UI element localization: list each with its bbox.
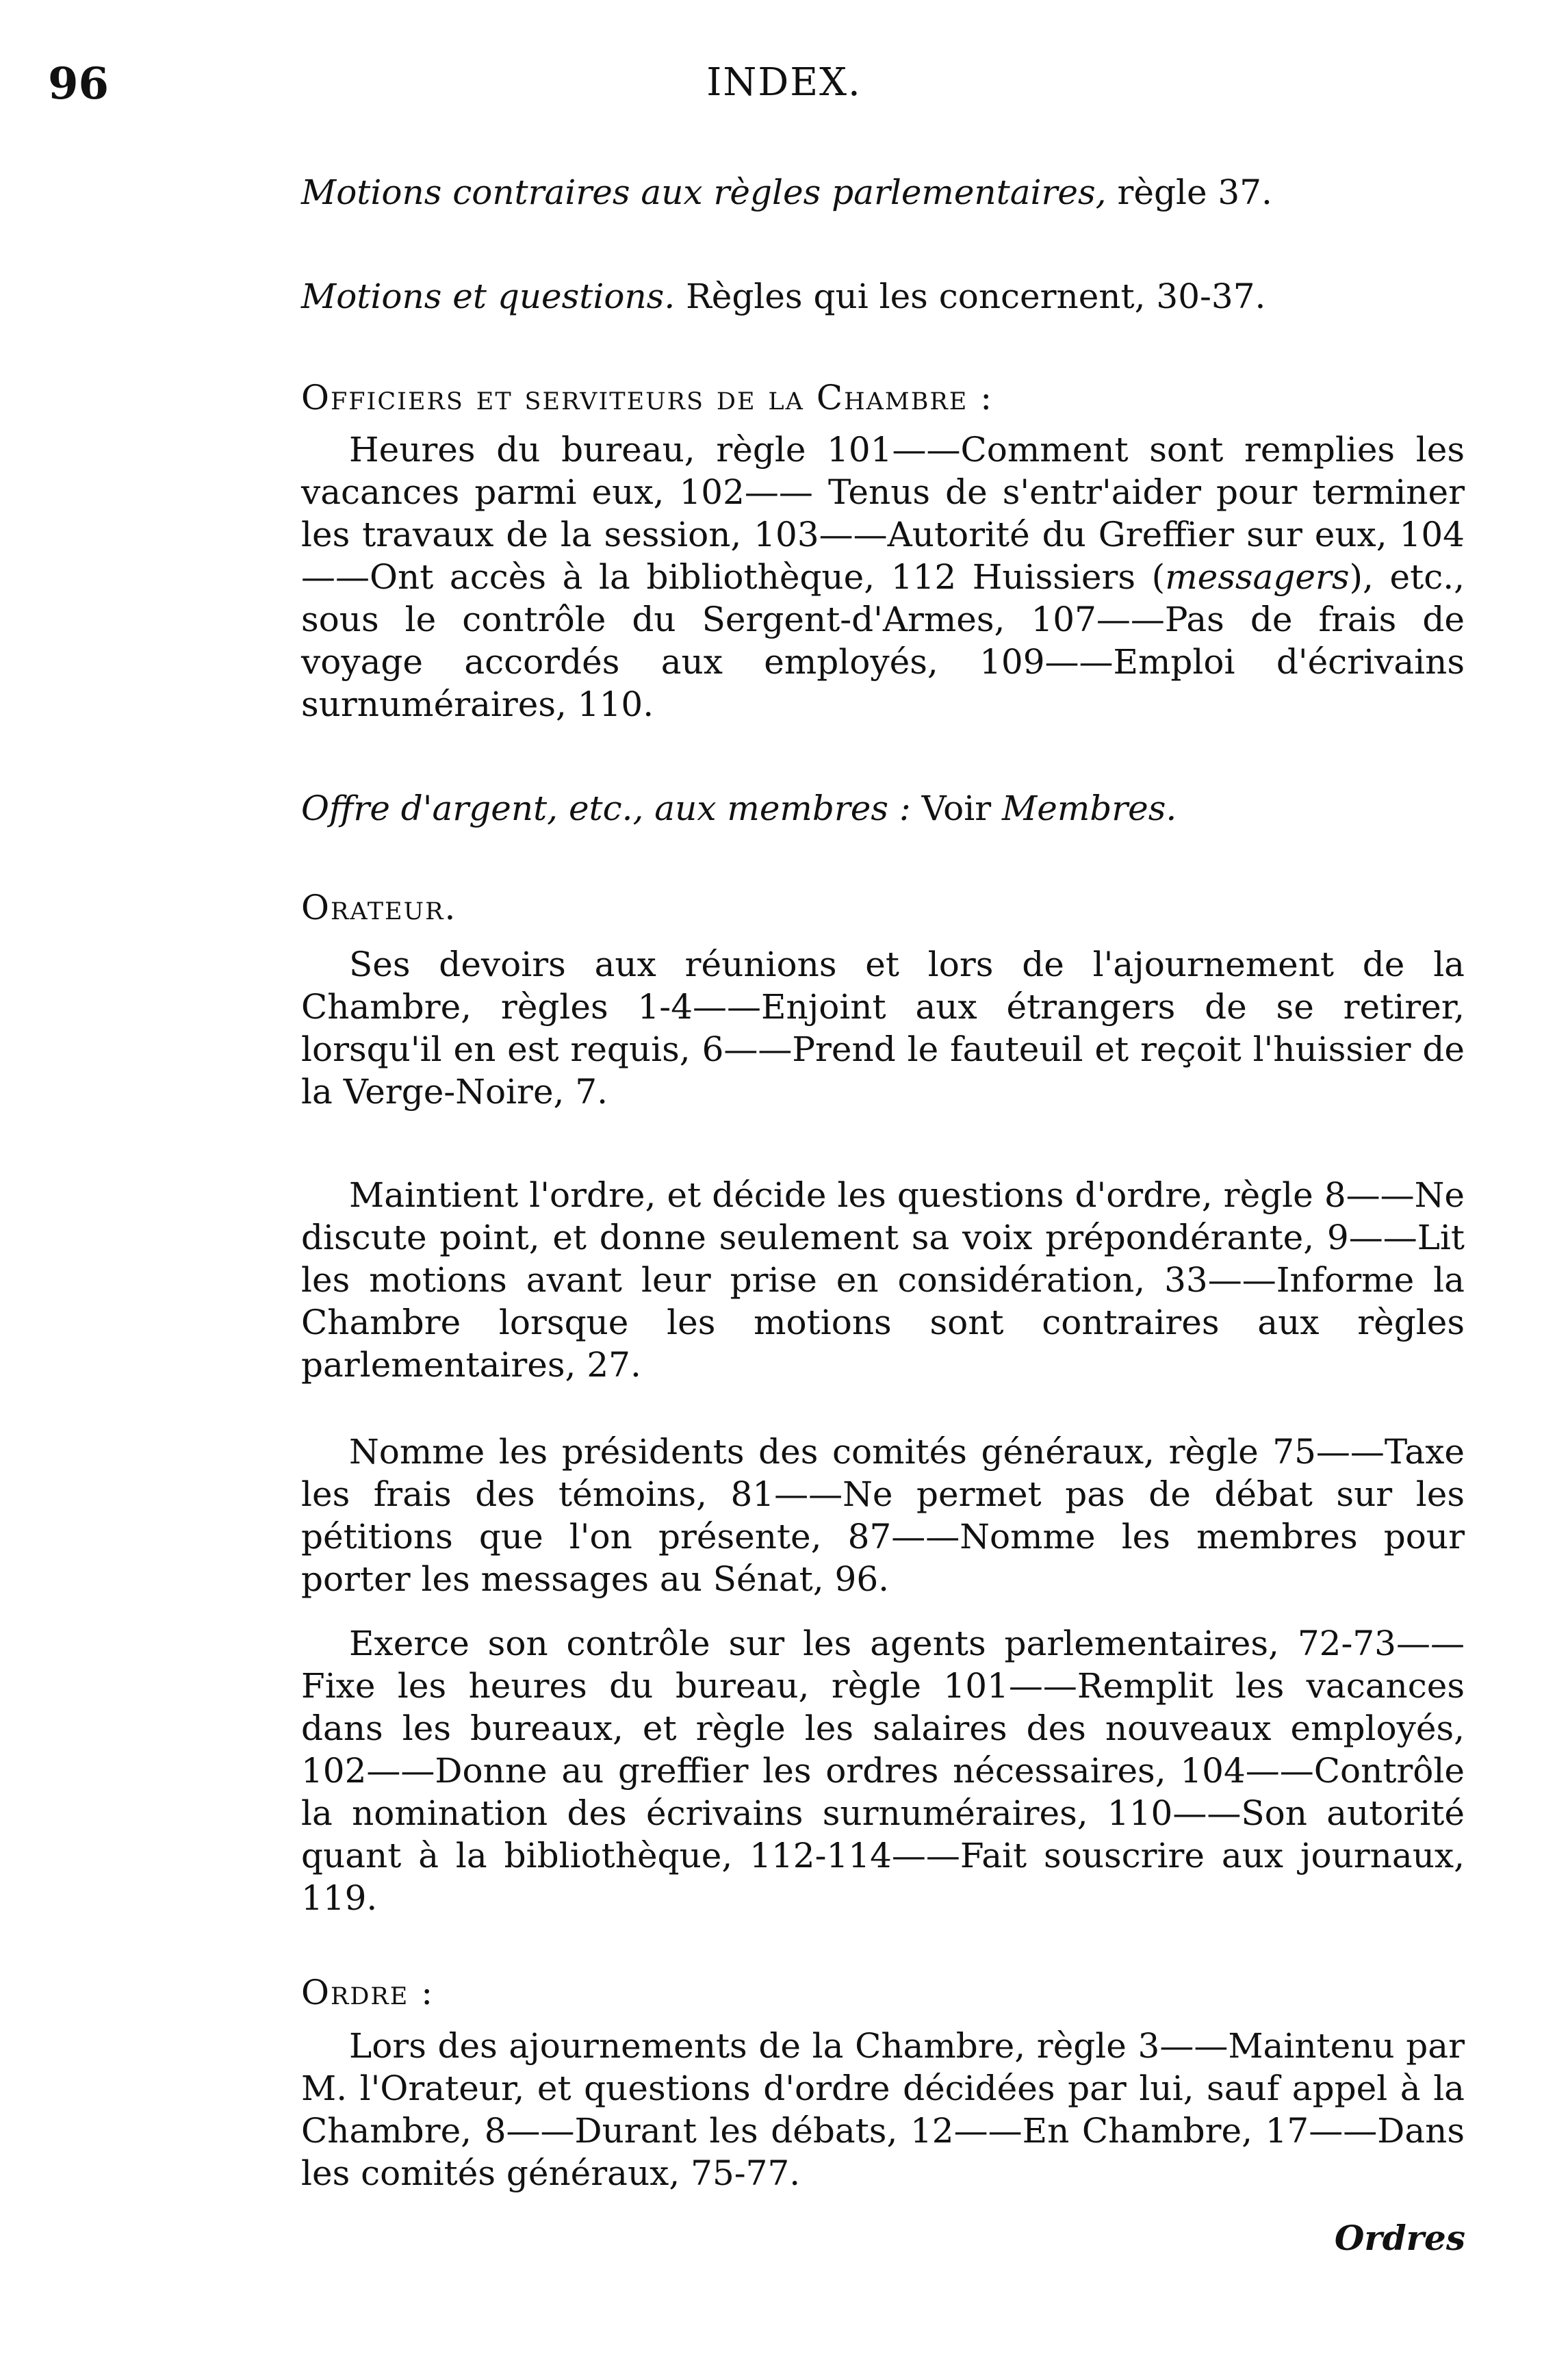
entry-reference: Règles qui les concernent, 30-37.	[675, 277, 1266, 316]
entry-ordre-p1	[301, 2025, 1465, 2194]
entry-paragraph: Exerce son contrôle sur les agents parlementaires, 72-73——Fixe les heures du bureau, règle 101——Remplit les vacances dans les bureaux, et règle les salaires des nouveaux employés, 102——Donne au greffier les ordres nécessaires, 104——Contrôle la nomination des écrivains surnuméraires, 110——Son autorité quant à la bibliothèque, 112-114——Fait souscrire aux journaux, 119.	[301, 1624, 1465, 1918]
catchword: Ordres	[1334, 2218, 1465, 2258]
entry-paragraph: Ses devoirs aux réunions et lors de l'ajournement de la Chambre, règles 1-4——Enjoint aux étrangers de se retirer, lorsqu'il en est requis, 6——Prend le fauteuil et reçoit l'huissier de la Verge-Noire, 7.	[301, 945, 1465, 1112]
entry-orateur-p2	[301, 1174, 1465, 1386]
entry-paragraph: Lors des ajournements de la Chambre, règle 3——Maintenu par M. l'Orateur, et questions d'ordre décidées par lui, sauf appel à la Chambre, 8——Durant les débats, 12——En Chambre, 17——Dans les comités généraux, 75-77.	[301, 2026, 1465, 2193]
entry-term: Offre d'argent, etc., aux membres :	[301, 789, 911, 828]
entry-paragraph	[301, 428, 1465, 726]
entry-motions-questions	[301, 275, 1465, 318]
entry-text: Voir	[910, 789, 1003, 828]
entry-reference: règle 37.	[1106, 172, 1272, 212]
entry-paragraph: Nomme les présidents des comités généraux, règle 75——Taxe les frais des témoins, 81——Ne permet pas de débat sur les pétitions que l'on présente, 87——Nomme les membres pour porter les messages au Sénat, 96.	[301, 1432, 1465, 1599]
entry-text: Heures du bureau, règle 101——Comment sont remplies les vacances parmi eux, 102—— Tenus de s'entr'aider pour terminer les travaux de la session, 103——Autorité du Greffier sur eux, 104——Ont accès à la bibliothèque, 112 Huissiers (	[301, 430, 1465, 597]
entry-text: ), etc., sous le contrôle du Sergent-d'Armes, 107——Pas de frais de voyage accordés aux employés, 109——Emploi d'écrivains surnuméraires, 110.	[301, 557, 1465, 724]
entry-term: Motions contraires aux règles parlementaires,	[301, 172, 1107, 212]
entry-orateur-p4	[301, 1622, 1465, 1919]
entry-motions-contraires	[301, 171, 1465, 214]
entry-italic-term: messagers	[1165, 557, 1350, 597]
entry-orateur-p1	[301, 943, 1465, 1113]
entry-offre	[301, 787, 1465, 830]
section-heading: Officiers et serviteurs de la Chambre :	[301, 378, 994, 418]
page-number: 96	[48, 58, 110, 110]
section-heading-officiers	[301, 376, 1465, 419]
entry-orateur-p3	[301, 1431, 1465, 1600]
section-heading: Orateur.	[301, 888, 457, 927]
section-heading-orateur	[301, 886, 1465, 929]
section-heading: Ordre :	[301, 1973, 435, 2012]
entry-cross-reference: Membres.	[1002, 789, 1177, 828]
running-head: INDEX.	[706, 60, 862, 105]
section-heading-ordre	[301, 1971, 1465, 2014]
entry-paragraph: Maintient l'ordre, et décide les questions d'ordre, règle 8——Ne discute point, et donne seulement sa voix prépondérante, 9——Lit les motions avant leur prise en considération, 33——Informe la Chambre lorsque les motions sont contraires aux règles parlementaires, 27.	[301, 1175, 1465, 1385]
entry-officiers-body	[301, 428, 1465, 726]
entry-term: Motions et questions.	[301, 277, 676, 316]
